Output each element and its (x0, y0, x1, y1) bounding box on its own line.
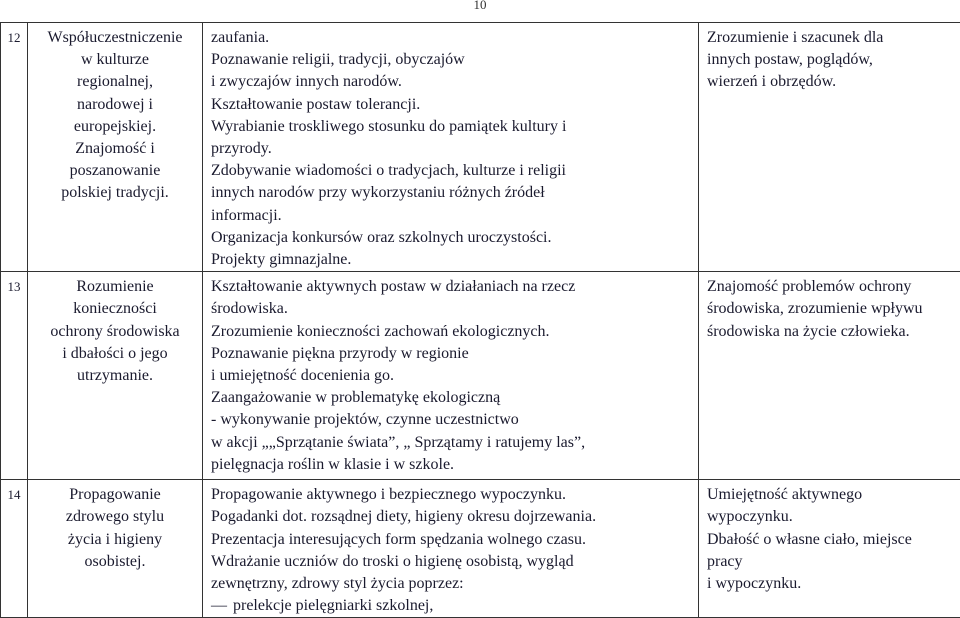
content-bullet: — prelekcje pielęgniarki szkolnej, (211, 595, 693, 617)
content-line: Organizacja konkursów oraz szkolnych uroczystości. (211, 227, 693, 249)
effect-cell (699, 272, 960, 480)
content-line: Propagowanie aktywnego i bezpiecznego wypoczynku. (211, 484, 693, 506)
content-line: Zdobywanie wiadomości o tradycjach, kulturze i religii (211, 160, 693, 182)
curriculum-table (0, 22, 960, 618)
content-line: środowiska. (211, 298, 693, 320)
effect-line: wierzeń i obrzędów. (707, 71, 960, 93)
topic-line: Rozumienie (30, 276, 200, 298)
topic-line: zdrowego stylu (30, 506, 200, 528)
topic-line: osobistej. (30, 551, 200, 573)
topic-line: poszanowanie (30, 160, 200, 182)
content-cell (203, 480, 699, 618)
content-line: i zwyczajów innych narodów. (211, 71, 693, 93)
content-line: w akcji „„Sprzątanie świata”, „ Sprzątamy i ratujemy las”, (211, 432, 693, 454)
content-line: Kształtowanie aktywnych postaw w działaniach na rzecz (211, 276, 693, 298)
effect-line: Umiejętność aktywnego (707, 484, 960, 506)
page-number: 10 (0, 0, 960, 13)
table-row (1, 23, 960, 272)
topic-cell (28, 23, 203, 272)
content-line: zaufania. (211, 27, 693, 49)
topic-line: Współuczestniczenie (30, 27, 200, 49)
content-line: Prezentacja interesujących form spędzania wolnego czasu. (211, 529, 693, 551)
topic-line: i dbałości o jego (30, 343, 200, 365)
effect-line: Zrozumienie i szacunek dla (707, 27, 960, 49)
content-line: Poznawanie religii, tradycji, obyczajów (211, 49, 693, 71)
content-line: innych narodów przy wykorzystaniu różnych źródeł (211, 182, 693, 204)
content-line: Wdrażanie uczniów do troski o higienę osobistą, wygląd (211, 551, 693, 573)
effect-line: Dbałość o własne ciało, miejsce (707, 529, 960, 551)
table-row (1, 272, 960, 480)
topic-line: konieczności (30, 298, 200, 320)
effect-line: środowiska, zrozumienie wpływu (707, 298, 960, 320)
content-line: Projekty gimnazjalne. (211, 249, 693, 271)
topic-line: w kulturze (30, 49, 200, 71)
table-row (1, 480, 960, 618)
topic-line: regionalnej, (30, 71, 200, 93)
topic-line: europejskiej. (30, 116, 200, 138)
topic-line: ochrony środowiska (30, 321, 200, 343)
content-line: Wyrabianie troskliwego stosunku do pamiątek kultury i (211, 116, 693, 138)
effect-cell (699, 480, 960, 618)
effect-line: innych postaw, poglądów, (707, 49, 960, 71)
topic-line: Propagowanie (30, 484, 200, 506)
topic-line: polskiej tradycji. (30, 182, 200, 204)
content-line: Zrozumienie konieczności zachowań ekologicznych. (211, 321, 693, 343)
effect-line: Znajomość problemów ochrony (707, 276, 960, 298)
content-line: i umiejętność docenienia go. (211, 365, 693, 387)
content-line: Poznawanie piękna przyrody w regionie (211, 343, 693, 365)
row-number: 13 (1, 272, 28, 480)
effect-cell (699, 23, 960, 272)
content-line: informacji. (211, 205, 693, 227)
row-number: 12 (1, 23, 28, 272)
topic-cell (28, 480, 203, 618)
effect-line: pracy (707, 551, 960, 573)
topic-line: utrzymanie. (30, 365, 200, 387)
effect-line: wypoczynku. (707, 506, 960, 528)
content-line: - wykonywanie projektów, czynne uczestnictwo (211, 409, 693, 431)
effect-line: i wypoczynku. (707, 573, 960, 595)
content-line: przyrody. (211, 138, 693, 160)
topic-line: życia i higieny (30, 529, 200, 551)
content-cell (203, 23, 699, 272)
topic-line: narodowej i (30, 94, 200, 116)
effect-line: środowiska na życie człowieka. (707, 321, 960, 343)
topic-cell (28, 272, 203, 480)
topic-line: Znajomość i (30, 138, 200, 160)
content-line: Kształtowanie postaw tolerancji. (211, 94, 693, 116)
content-line: pielęgnacja roślin w klasie i w szkole. (211, 454, 693, 476)
content-line: Zaangażowanie w problematykę ekologiczną (211, 387, 693, 409)
content-line: Pogadanki dot. rozsądnej diety, higieny okresu dojrzewania. (211, 506, 693, 528)
content-cell (203, 272, 699, 480)
row-number: 14 (1, 480, 28, 618)
content-line: zewnętrzny, zdrowy styl życia poprzez: (211, 573, 693, 595)
